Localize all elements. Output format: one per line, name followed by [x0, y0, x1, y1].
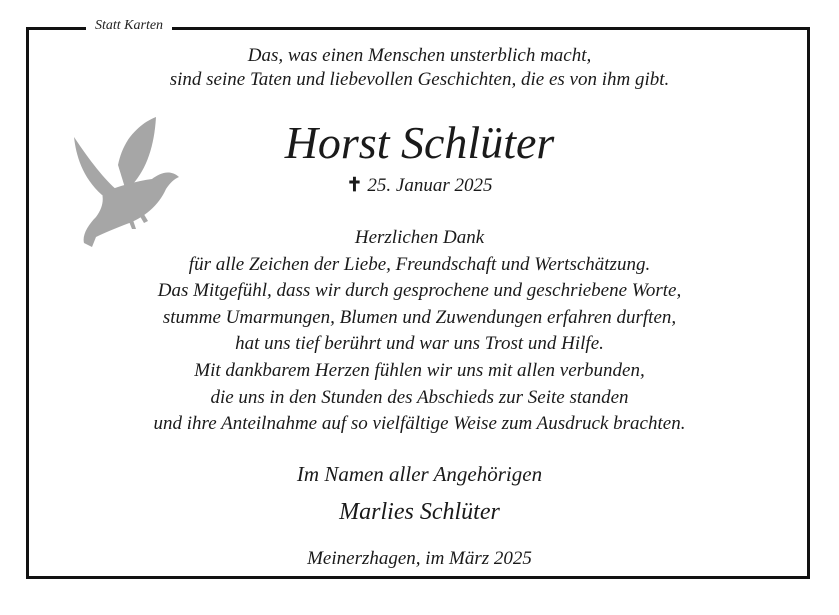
quote-line-1: Das, was einen Menschen unsterblich macht,: [247, 45, 592, 66]
thanks-text: [0, 225, 839, 438]
thanks-line: die uns in den Stunden des Abschieds zur Seite standen: [210, 386, 629, 408]
thanks-line: und ihre Anteilnahme auf so vielfältige Weise zum Ausdruck brachten.: [153, 413, 686, 435]
thanks-line: stumme Umarmungen, Blumen und Zuwendungen erfahren durften,: [162, 306, 677, 328]
statt-karten-label: Statt Karten: [86, 16, 172, 36]
thanks-line: Das Mitgefühl, dass wir durch gesprochene und geschriebene Worte,: [157, 280, 682, 302]
thanks-line: Herzlichen Dank: [354, 227, 485, 248]
thanks-line: für alle Zeichen der Liebe, Freundschaft und Wertschätzung.: [188, 253, 651, 275]
quote-line-2: sind seine Taten und liebevollen Geschichten, die es von ihm gibt.: [169, 69, 670, 90]
thanks-line: Mit dankbarem Herzen fühlen wir uns mit allen verbunden,: [194, 359, 645, 381]
deceased-name: Horst Schlüter: [284, 117, 555, 168]
thanks-line: hat uns tief berührt und war uns Trost und Hilfe.: [235, 333, 604, 355]
place-date: Meinerzhagen, im März 2025: [307, 548, 532, 569]
death-line: [0, 174, 839, 198]
cross-icon: ✝: [346, 175, 363, 196]
death-date: 25. Januar 2025: [367, 175, 493, 196]
signer-name: Marlies Schlüter: [339, 499, 500, 525]
closing-line: Im Namen aller Angehörigen: [296, 462, 543, 486]
